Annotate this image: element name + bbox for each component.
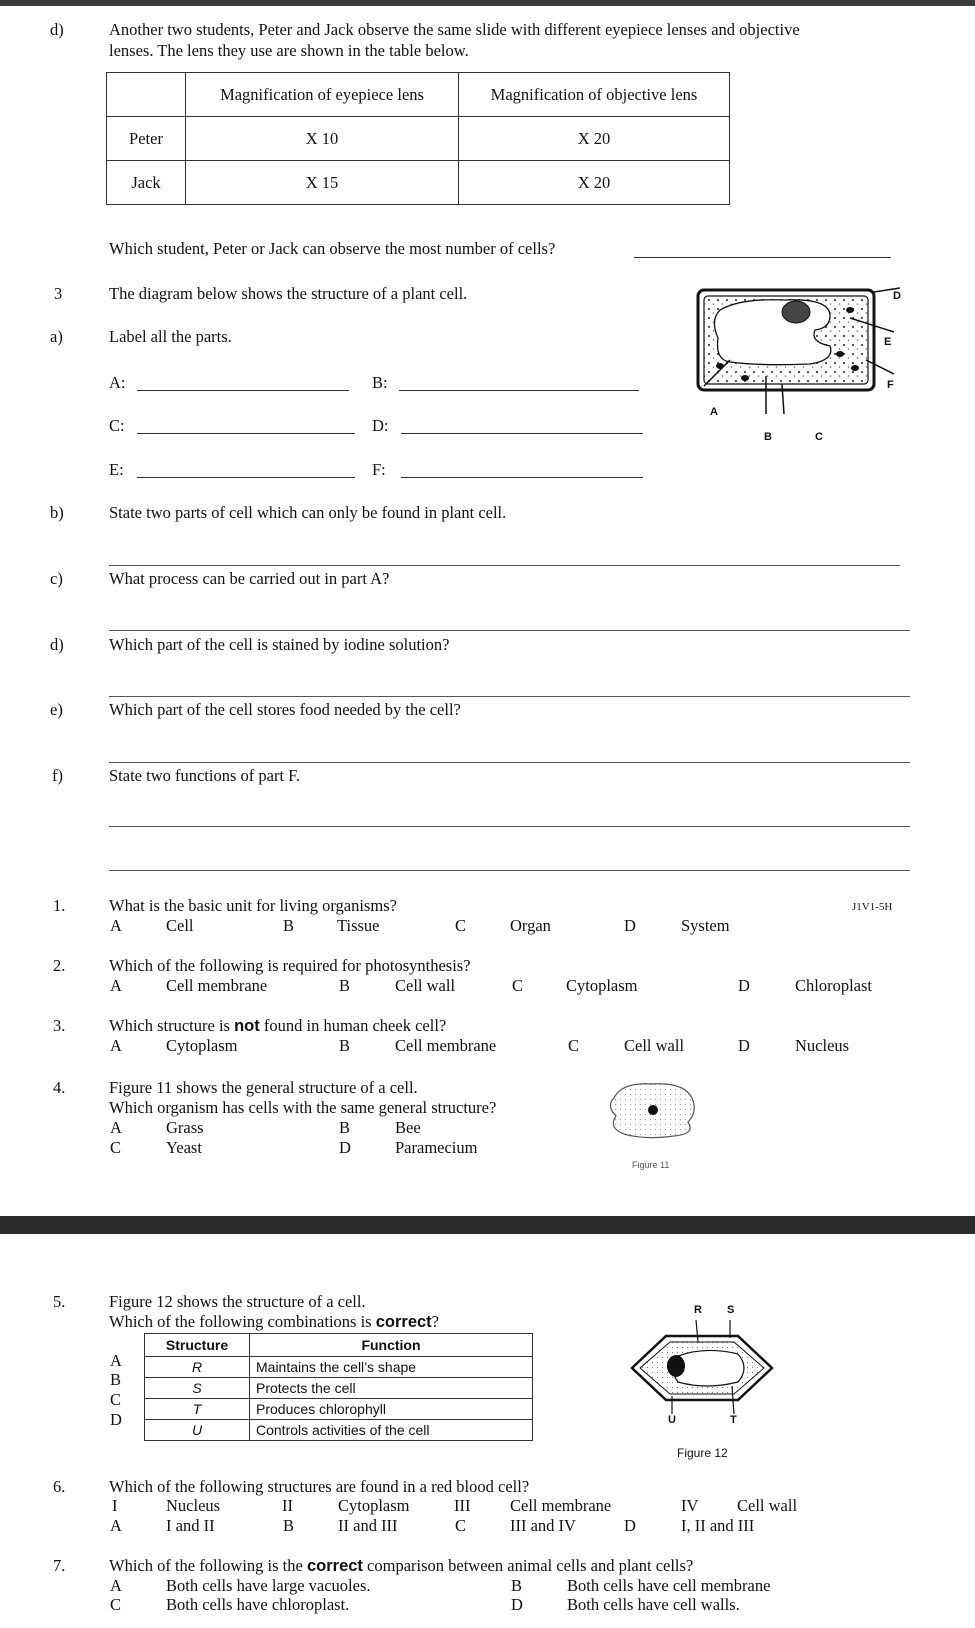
label-a-prompt: A: xyxy=(109,373,126,392)
mcq7-text-end: comparison between animal cells and plant cells? xyxy=(362,1556,694,1575)
figure-12-caption: Figure 12 xyxy=(677,1446,728,1460)
mcq5-option-letter[interactable]: B xyxy=(110,1370,122,1389)
combo-structure: U xyxy=(145,1420,250,1441)
figure-12-label-r: R xyxy=(694,1304,702,1316)
diagram-label-e: E xyxy=(884,336,892,348)
plant-cell-diagram xyxy=(680,280,910,450)
mcq3-option-text[interactable]: Nucleus xyxy=(795,1036,850,1055)
mcq7-option-letter: D xyxy=(511,1595,523,1614)
combo-function: Controls activities of the cell xyxy=(250,1420,533,1441)
mcq5-text-bold: correct xyxy=(375,1313,432,1331)
mcq5-text-end: ? xyxy=(431,1312,439,1331)
lens-table-cell: X 10 xyxy=(186,117,459,161)
combo-header-cell: Structure xyxy=(145,1334,250,1357)
mcq3-option-text[interactable]: Cell wall xyxy=(624,1036,685,1055)
q2d-answer-line[interactable] xyxy=(634,257,891,258)
mcq3-option-text[interactable]: Cell membrane xyxy=(395,1036,497,1055)
mcq6-text: Which of the following structures are found in a red blood cell? xyxy=(109,1477,530,1496)
label-b-line[interactable] xyxy=(399,390,639,391)
mcq6-item-text: Nucleus xyxy=(166,1496,221,1515)
label-d-line[interactable] xyxy=(401,433,643,434)
mcq7-text-start: Which of the following is the xyxy=(109,1556,307,1575)
mcq2-option-letter: C xyxy=(512,976,524,995)
q3b-answer-line[interactable] xyxy=(109,565,900,566)
mcq2-option-letter: B xyxy=(339,976,351,995)
mcq3-text-start: Which structure is xyxy=(109,1016,235,1035)
mcq3-option-letter: A xyxy=(110,1036,122,1055)
mcq3-text-bold: not xyxy=(234,1017,260,1035)
mcq3-text-end: found in human cheek cell? xyxy=(259,1016,447,1035)
mcq6-option-text[interactable]: III and IV xyxy=(510,1516,576,1535)
figure-12-label-s: S xyxy=(727,1304,735,1316)
mcq3-number: 3. xyxy=(53,1016,66,1035)
mcq2-option-text[interactable]: Cell wall xyxy=(395,976,456,995)
mcq6-option-letter: B xyxy=(283,1516,295,1535)
mcq1-option-letter: B xyxy=(283,916,295,935)
mcq6-option-text[interactable]: II and III xyxy=(338,1516,398,1535)
combo-row xyxy=(145,1378,533,1399)
q3b-text: State two parts of cell which can only be found in plant cell. xyxy=(109,503,507,522)
diagram-label-f: F xyxy=(887,379,894,391)
mcq7-option-text[interactable]: Both cells have cell membrane xyxy=(567,1576,771,1595)
mcq3-option-letter: B xyxy=(339,1036,351,1055)
mcq3-option-letter: D xyxy=(738,1036,750,1055)
q2d-text-line2: lenses. The lens they use are shown in the table below. xyxy=(109,41,469,60)
mcq4-text-line2: Which organism has cells with the same general structure? xyxy=(109,1098,497,1117)
diagram-label-a: A xyxy=(710,406,718,418)
q3f-answer-line-2[interactable] xyxy=(109,870,910,871)
mcq2-option-text[interactable]: Cell membrane xyxy=(166,976,268,995)
q2d-question: Which student, Peter or Jack can observe the most number of cells? xyxy=(109,239,556,258)
q3-intro: The diagram below shows the structure of a plant cell. xyxy=(109,284,468,303)
chloroplast-shape xyxy=(741,375,749,381)
mcq6-item-numeral: I xyxy=(112,1496,118,1515)
q3e-number: e) xyxy=(50,700,63,719)
mcq4-option-letter: A xyxy=(110,1118,122,1137)
label-f-line[interactable] xyxy=(401,477,643,478)
mcq4-number: 4. xyxy=(53,1078,66,1097)
combo-structure: S xyxy=(145,1378,250,1399)
mcq5-option-letter[interactable]: C xyxy=(110,1390,122,1409)
mcq4-option-text[interactable]: Grass xyxy=(166,1118,204,1137)
diagram-label-b: B xyxy=(764,431,772,443)
q3a-number: a) xyxy=(50,327,63,346)
mcq4-option-text[interactable]: Paramecium xyxy=(395,1138,478,1157)
q3d-answer-line[interactable] xyxy=(109,696,910,697)
mcq7-option-text[interactable]: Both cells have chloroplast. xyxy=(166,1595,350,1614)
q3f-text: State two functions of part F. xyxy=(109,766,301,785)
mcq1-option-text[interactable]: System xyxy=(681,916,730,935)
mcq2-number: 2. xyxy=(53,956,66,975)
mcq5-option-letter[interactable]: A xyxy=(110,1351,122,1370)
mcq6-item-text: Cell membrane xyxy=(510,1496,612,1515)
lens-table xyxy=(106,72,730,205)
label-b-prompt: B: xyxy=(372,373,388,392)
diagram-label-c: C xyxy=(815,431,823,443)
q2d-text-line1: Another two students, Peter and Jack observe the same slide with different eyepiece lenses and objective xyxy=(109,20,800,39)
mcq7-text xyxy=(109,1556,693,1576)
lens-table-cell: Peter xyxy=(107,117,186,161)
q3c-text: What process can be carried out in part A? xyxy=(109,569,390,588)
mcq3-option-text[interactable]: Cytoplasm xyxy=(166,1036,238,1055)
vacuole-shape xyxy=(714,300,830,365)
mcq1-text: What is the basic unit for living organisms? xyxy=(109,896,397,915)
combo-function: Maintains the cell’s shape xyxy=(250,1357,533,1378)
mcq5-option-letter[interactable]: D xyxy=(110,1410,122,1429)
chloroplast-shape xyxy=(846,307,854,313)
mcq4-text-line1: Figure 11 shows the general structure of a cell. xyxy=(109,1078,418,1097)
q3f-number: f) xyxy=(52,766,63,785)
mcq4-option-letter: C xyxy=(110,1138,122,1157)
combo-row xyxy=(145,1399,533,1420)
nucleus-shape xyxy=(782,301,810,323)
mcq2-option-letter: D xyxy=(738,976,750,995)
mcq5-text-line2 xyxy=(109,1312,439,1332)
mcq7-option-text[interactable]: Both cells have cell walls. xyxy=(567,1595,740,1614)
mcq7-text-bold: correct xyxy=(306,1557,363,1575)
lens-table-header-cell: Magnification of eyepiece lens xyxy=(186,73,459,117)
label-c-line[interactable] xyxy=(137,433,355,434)
combo-structure: R xyxy=(145,1357,250,1378)
mcq6-item-numeral: III xyxy=(454,1496,471,1515)
label-a-line[interactable] xyxy=(137,390,349,391)
mcq1-option-text[interactable]: Tissue xyxy=(337,916,380,935)
lens-table-cell: X 15 xyxy=(186,161,459,205)
mcq2-option-letter: A xyxy=(110,976,122,995)
mcq7-option-text[interactable]: Both cells have large vacuoles. xyxy=(166,1576,371,1595)
figure-12-cell xyxy=(626,1316,778,1426)
label-d-prompt: D: xyxy=(372,416,389,435)
combo-function: Protects the cell xyxy=(250,1378,533,1399)
lens-table-row xyxy=(107,117,730,161)
figure-11-caption: Figure 11 xyxy=(632,1160,670,1170)
structure-function-table xyxy=(144,1333,533,1441)
mcq2-option-text[interactable]: Cytoplasm xyxy=(566,976,638,995)
mcq6-option-letter: D xyxy=(624,1516,636,1535)
mcq7-number: 7. xyxy=(53,1556,66,1575)
mcq1-number: 1. xyxy=(53,896,66,915)
q3a-text: Label all the parts. xyxy=(109,327,232,346)
mcq6-item-text: Cytoplasm xyxy=(338,1496,410,1515)
lens-table-cell: Jack xyxy=(107,161,186,205)
mcq7-option-letter: A xyxy=(110,1576,122,1595)
mcq4-option-text[interactable]: Bee xyxy=(395,1118,421,1137)
mcq6-number: 6. xyxy=(53,1477,66,1496)
q3e-answer-line[interactable] xyxy=(109,762,910,763)
diagram-label-d: D xyxy=(893,290,901,302)
figure-12-label-u: U xyxy=(668,1414,676,1426)
chloroplast-shape xyxy=(836,351,844,357)
q3-number: 3 xyxy=(54,284,63,303)
combo-header-cell: Function xyxy=(250,1334,533,1357)
lens-table-header-cell: Magnification of objective lens xyxy=(459,73,730,117)
lens-table-header-row xyxy=(107,73,730,117)
mcq6-option-letter: A xyxy=(110,1516,122,1535)
mcq7-option-letter: B xyxy=(511,1576,523,1595)
label-e-line[interactable] xyxy=(137,477,355,478)
mcq2-option-text[interactable]: Chloroplast xyxy=(795,976,872,995)
combo-row xyxy=(145,1420,533,1441)
q3c-answer-line[interactable] xyxy=(109,630,910,631)
q3d-text: Which part of the cell is stained by iodine solution? xyxy=(109,635,450,654)
combo-structure: T xyxy=(145,1399,250,1420)
lens-table-row xyxy=(107,161,730,205)
q3b-number: b) xyxy=(50,503,64,522)
mcq1-option-text[interactable]: Cell xyxy=(166,916,194,935)
mcq4-option-letter: D xyxy=(339,1138,351,1157)
mcq3-text xyxy=(109,1016,446,1036)
mcq4-option-letter: B xyxy=(339,1118,351,1137)
combo-header-row xyxy=(145,1334,533,1357)
mcq1-option-letter: D xyxy=(624,916,636,935)
mcq5-text-start: Which of the following combinations is xyxy=(109,1312,376,1331)
lens-table-cell: X 20 xyxy=(459,117,730,161)
mcq7-option-letter: C xyxy=(110,1595,122,1614)
mcq6-item-numeral: II xyxy=(282,1496,293,1515)
mcq1-option-text[interactable]: Organ xyxy=(510,916,551,935)
mcq6-item-numeral: IV xyxy=(681,1496,699,1515)
figure-12-label-t: T xyxy=(730,1414,737,1426)
label-e-prompt: E: xyxy=(109,460,124,479)
mcq5-number: 5. xyxy=(53,1292,66,1311)
q3e-text: Which part of the cell stores food needed by the cell? xyxy=(109,700,461,719)
q3d-number: d) xyxy=(50,635,64,654)
page-separator xyxy=(0,1216,975,1234)
chloroplast-shape xyxy=(851,365,859,371)
label-c-prompt: C: xyxy=(109,416,125,435)
lens-table-header-cell xyxy=(107,73,186,117)
q3f-answer-line-1[interactable] xyxy=(109,826,910,827)
mcq3-option-letter: C xyxy=(568,1036,580,1055)
mcq6-option-text[interactable]: I and II xyxy=(166,1516,215,1535)
figure-11-cell xyxy=(604,1078,700,1142)
q2d-number: d) xyxy=(50,20,64,39)
q3c-number: c) xyxy=(50,569,63,588)
mcq1-code: J1V1-5H xyxy=(852,901,893,913)
mcq4-option-text[interactable]: Yeast xyxy=(166,1138,202,1157)
mcq5-text-line1: Figure 12 shows the structure of a cell. xyxy=(109,1292,366,1311)
combo-row xyxy=(145,1357,533,1378)
mcq1-option-letter: C xyxy=(455,916,467,935)
mcq6-item-text: Cell wall xyxy=(737,1496,798,1515)
mcq6-option-letter: C xyxy=(455,1516,467,1535)
lens-table-cell: X 20 xyxy=(459,161,730,205)
label-f-prompt: F: xyxy=(372,460,386,479)
mcq2-text: Which of the following is required for photosynthesis? xyxy=(109,956,471,975)
combo-function: Produces chlorophyll xyxy=(250,1399,533,1420)
mcq6-option-text[interactable]: I, II and III xyxy=(681,1516,755,1535)
page-top-edge xyxy=(0,0,975,6)
mcq1-option-letter: A xyxy=(110,916,122,935)
